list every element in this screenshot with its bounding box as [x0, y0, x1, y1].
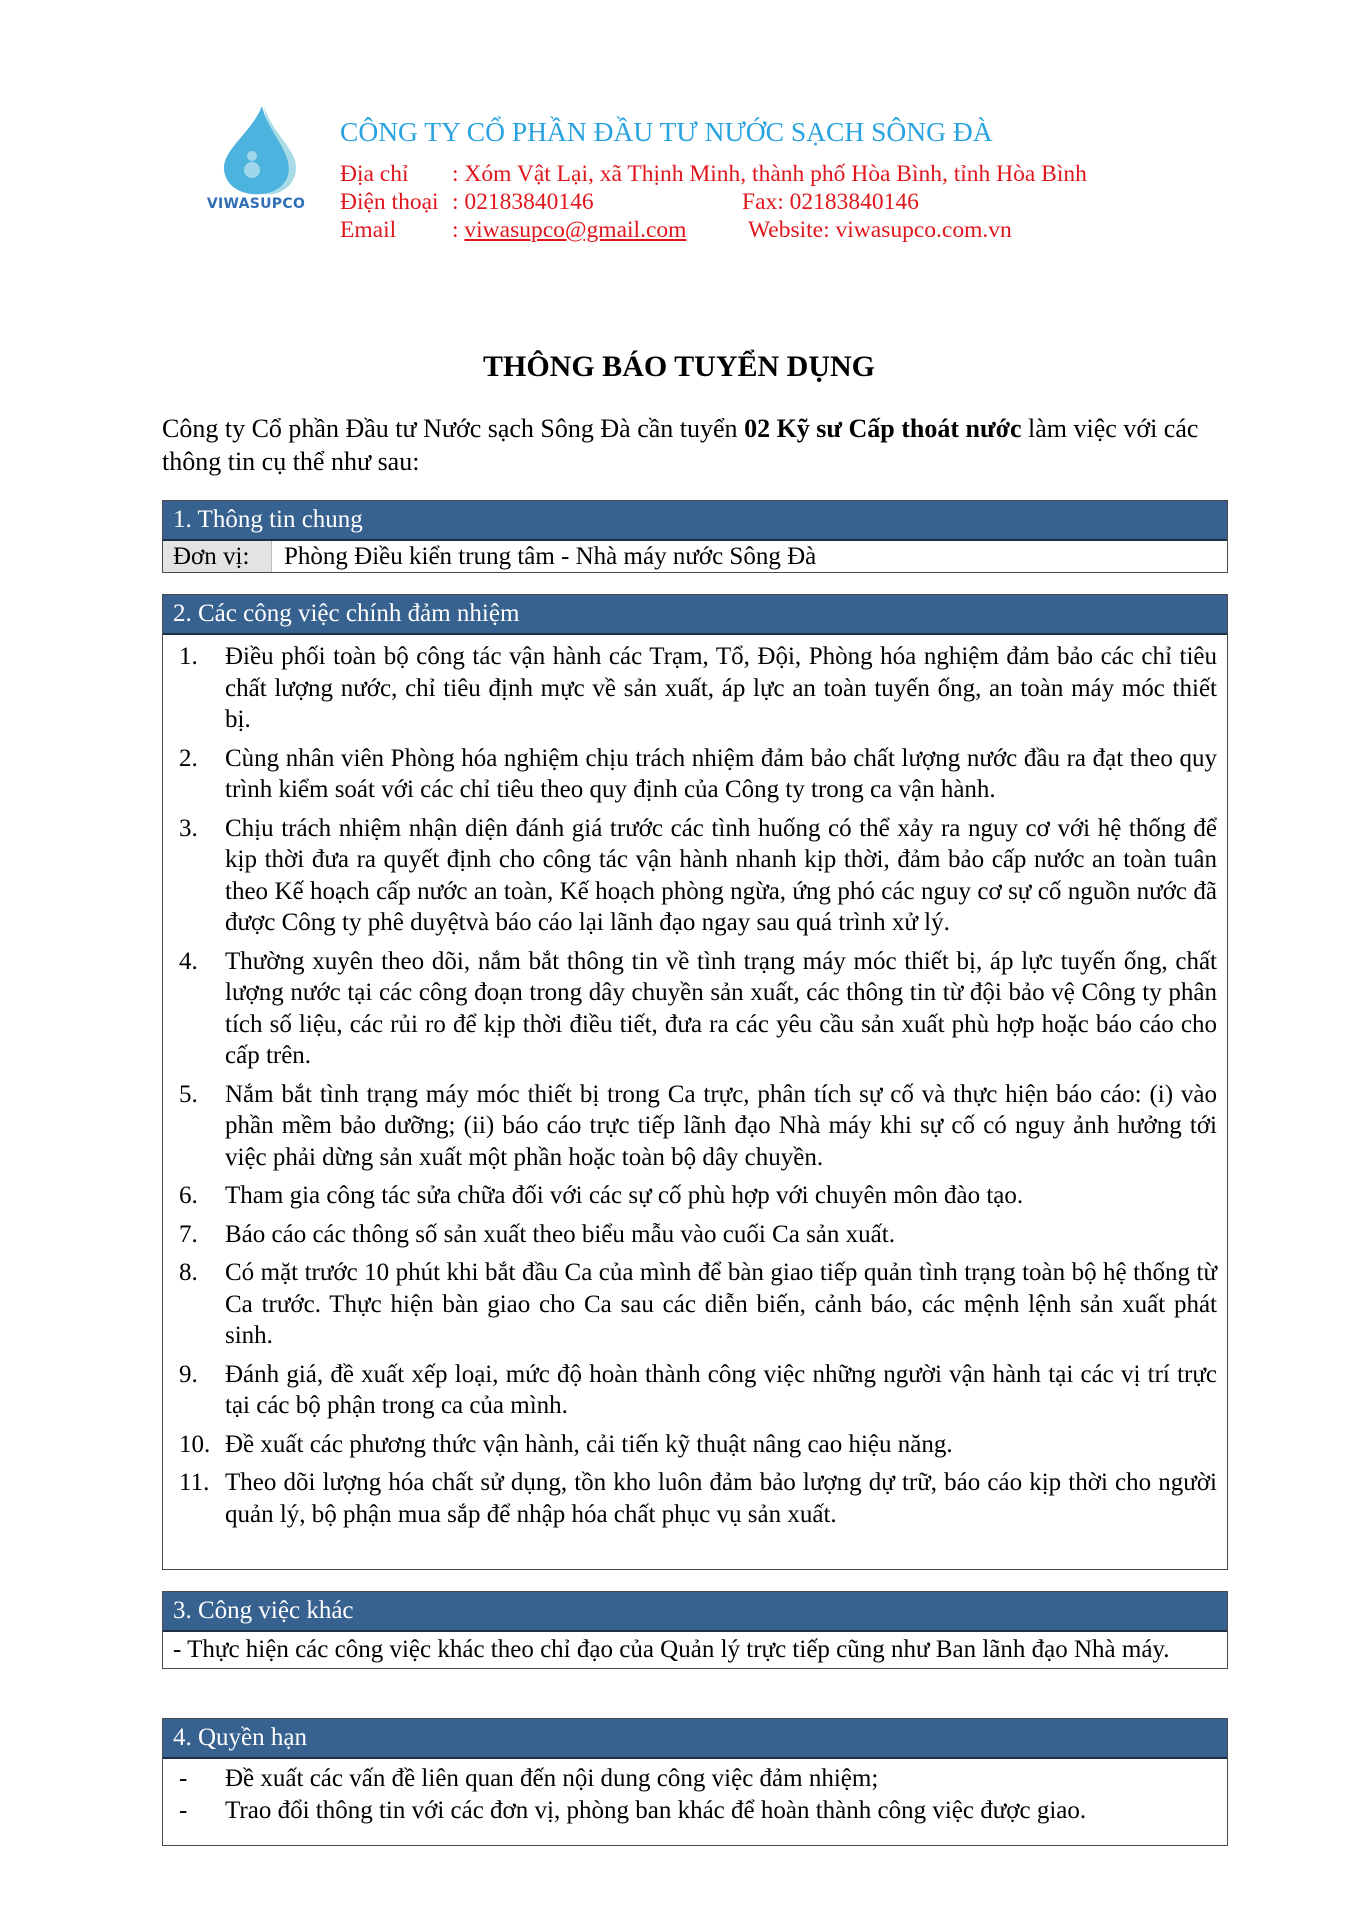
duty-number: 6.: [179, 1182, 198, 1209]
unit-label: Đơn vị:: [163, 541, 272, 572]
duty-text: Tham gia công tác sửa chữa đối với các sự cố phù hợp với chuyên môn đào tạo.: [225, 1182, 1024, 1209]
unit-row: [163, 541, 1227, 572]
dash-bullet: -: [179, 1796, 188, 1824]
duty-number: 4.: [179, 947, 198, 975]
duties-list: [163, 635, 1227, 1543]
authority-text: Trao đổi thông tin với các đơn vị, phòng ban khác để hoàn thành công việc được giao.: [225, 1796, 1087, 1824]
duty-item: [163, 1257, 1217, 1352]
company-name: CÔNG TY CỔ PHẦN ĐẦU TƯ NƯỚC SẠCH SÔNG ĐÀ: [340, 116, 993, 147]
email-label: Email: [340, 217, 397, 243]
duty-item: [163, 641, 1217, 736]
phone-value: : 02183840146: [452, 189, 594, 215]
phone-label: Điện thoại: [340, 189, 439, 215]
section-other-duties: [162, 1591, 1228, 1669]
duty-text: Đề xuất các phương thức vận hành, cải tiến kỹ thuật nâng cao hiệu năng.: [225, 1430, 953, 1458]
other-duties-text: - Thực hiện các công việc khác theo chỉ đạo của Quản lý trực tiếp cũng như Ban lãnh đạo Nhà máy.: [173, 1636, 1170, 1663]
fax-value: Fax: 02183840146: [742, 189, 919, 215]
authority-list: [163, 1759, 1227, 1856]
section-heading: 3. Công việc khác: [163, 1592, 1227, 1632]
section-heading: 1. Thông tin chung: [163, 501, 1227, 541]
duty-number: 2.: [179, 744, 198, 772]
duty-number: 9.: [179, 1360, 198, 1388]
duty-number: 11.: [179, 1469, 210, 1496]
address-line: [340, 160, 1087, 188]
email-colon: :: [452, 217, 465, 243]
duty-item: [163, 1180, 1217, 1212]
section-heading: 2. Các công việc chính đảm nhiệm: [163, 595, 1227, 635]
section-main-duties: [162, 594, 1228, 1570]
section-general-info: [162, 500, 1228, 573]
duty-number: 1.: [179, 643, 198, 670]
intro-text-after: làm việc với các thông tin cụ thể như sau:: [162, 414, 1199, 476]
water-drop-icon: [212, 104, 300, 196]
company-logo: [196, 104, 316, 222]
duty-text: Cùng nhân viên Phòng hóa nghiệm chịu trách nhiệm đảm bảo chất lượng nước đầu ra đạt theo quy trình kiểm soát với các chỉ tiêu theo quy định của Công ty trong ca vận hành.: [225, 744, 1217, 803]
duty-number: 7.: [179, 1220, 198, 1248]
intro-text-before: Công ty Cổ phần Đầu tư Nước sạch Sông Đà cần tuyển: [162, 414, 745, 443]
duty-text: Có mặt trước 10 phút khi bắt đầu Ca của mình để bàn giao tiếp quản tình trạng toàn bộ hệ thống từ Ca trước. Thực hiện bàn giao cho Ca sau các diễn biến, cảnh báo, các mệnh lệnh sản xuất phát sinh.: [225, 1259, 1217, 1349]
duty-text: Điều phối toàn bộ công tác vận hành các Trạm, Tổ, Đội, Phòng hóa nghiệm đảm bảo các chỉ tiêu chất lượng nước, chỉ tiêu định mực về sản xuất, áp lực an toàn tuyến ống, an toàn máy móc thiết bị.: [225, 643, 1217, 733]
duty-number: 8.: [179, 1259, 198, 1286]
phone-line: [340, 188, 1240, 216]
duty-item: [163, 813, 1217, 939]
duty-number: 5.: [179, 1080, 198, 1108]
duty-text: Chịu trách nhiệm nhận diện đánh giá trước các tình huống có thể xảy ra nguy cơ với hệ thống để kịp thời đưa ra quyết định cho công tác vận hành nhanh kịp thời, đảm bảo cấp nước an toàn tuân theo Kế hoạch cấp nước an toàn, Kế hoạch phòng ngừa, ứng phó các nguy cơ sự cố nguồn nước đã được Công ty phê duyệtvà báo cáo lại lãnh đạo ngay sau quá trình xử lý.: [225, 814, 1217, 936]
duty-number: 10.: [179, 1430, 211, 1458]
authority-item: [163, 1763, 1217, 1795]
dash-bullet: -: [179, 1765, 188, 1792]
duty-text: Theo dõi lượng hóa chất sử dụng, tồn kho luôn đảm bảo lượng dự trữ, báo cáo kịp thời cho người quản lý, bộ phận mua sắp để nhập hóa chất phục vụ sản xuất.: [225, 1469, 1217, 1528]
intro-position-bold: 02 Kỹ sư Cấp thoát nước: [744, 414, 1022, 443]
duty-text: Thường xuyên theo dõi, nắm bắt thông tin về tình trạng máy móc thiết bị, áp lực tuyến ống, chất lượng nước tại các công đoạn trong dây chuyền sản xuất, các thông tin từ đội bảo vệ Công ty phân tích số liệu, các rủi ro để kịp thời điều tiết, đưa ra các yêu cầu sản xuất phù hợp hoặc báo cáo cho cấp trên.: [225, 947, 1217, 1069]
section-heading: 4. Quyền hạn: [163, 1719, 1227, 1759]
duty-text: Đánh giá, đề xuất xếp loại, mức độ hoàn thành công việc những người vận hành tại các vị trí trực tại các bộ phận trong ca của mình.: [225, 1360, 1217, 1419]
duty-item: [163, 1467, 1217, 1530]
intro-paragraph: [162, 412, 1232, 478]
duty-item: [163, 1359, 1217, 1422]
duty-item: [163, 1079, 1217, 1174]
authority-text: Đề xuất các vấn đề liên quan đến nội dung công việc đảm nhiệm;: [225, 1765, 879, 1792]
authority-item: [163, 1795, 1217, 1827]
email-link[interactable]: viwasupco@gmail.com: [464, 217, 687, 243]
duty-item: [163, 743, 1217, 806]
logo-wordmark: VIWASUPCO: [206, 196, 306, 212]
duty-number: 3.: [179, 814, 198, 842]
address-label: Địa chỉ: [340, 161, 409, 187]
duty-item: [163, 946, 1217, 1072]
page-title: THÔNG BÁO TUYỂN DỤNG: [483, 350, 875, 383]
duty-item: [163, 1429, 1217, 1461]
email-line: [340, 216, 1240, 244]
address-value: : Xóm Vật Lại, xã Thịnh Minh, thành phố Hòa Bình, tỉnh Hòa Bình: [452, 161, 1087, 187]
unit-value: Phòng Điều kiển trung tâm - Nhà máy nước Sông Đà: [284, 543, 817, 570]
duty-item: [163, 1219, 1217, 1251]
duty-text: Báo cáo các thông số sản xuất theo biểu mẫu vào cuối Ca sản xuất.: [225, 1220, 895, 1248]
duty-text: Nắm bắt tình trạng máy móc thiết bị trong Ca trực, phân tích sự cố và thực hiện báo cáo: (i) vào phần mềm bảo dưỡng; (ii) báo cáo trực tiếp lãnh đạo Nhà máy khi sự cố có nguy ảnh hưởng tới việc phải dừng sản xuất một phần hoặc toàn bộ dây chuyền.: [225, 1080, 1217, 1171]
website-value: Website: viwasupco.com.vn: [748, 217, 1012, 243]
section-authority: [162, 1718, 1228, 1846]
